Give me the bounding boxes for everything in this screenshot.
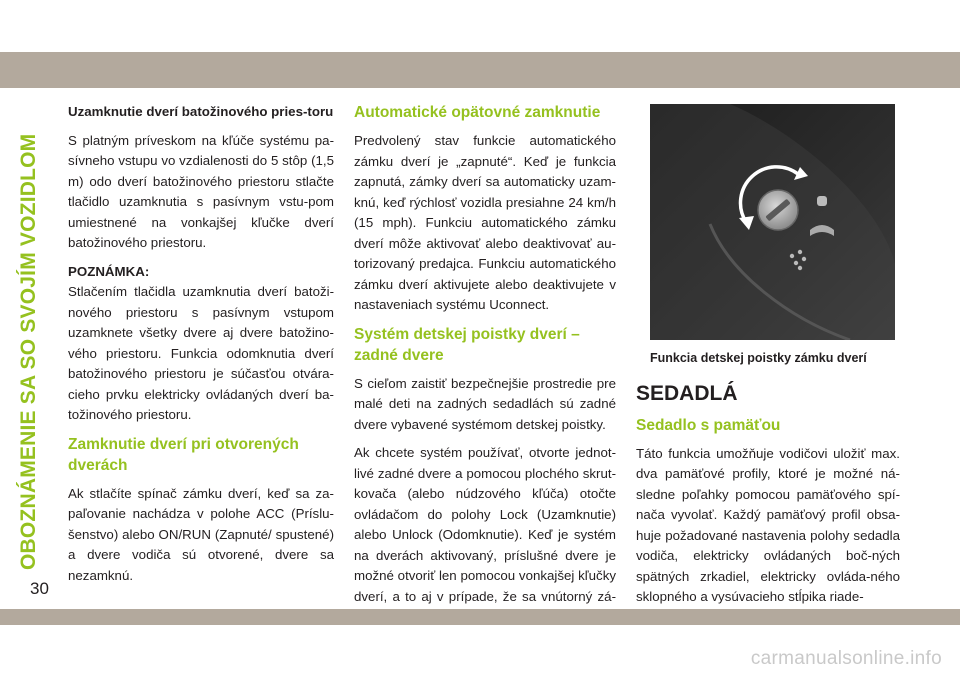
liftgate-lock-subheading: Uzamknutie dverí batožinového pries-toru (68, 104, 334, 119)
liftgate-lock-paragraph: S platným príveskom na kľúče systému pa-sívneho vstupu vo vzdialenosti do 5 stôp (1,5 m) odo dverí batožinového priestoru stlačte tlačidlo uzamknutia s pasívnym vstu-pom umiestnené na vonkajšej kľučke dverí batožinového priestoru. (68, 132, 334, 250)
page-number: 30 (30, 579, 49, 598)
auto-relock-heading: Automatické opätovné zamknutie (354, 104, 601, 121)
memory-seat-paragraph: Táto funkcia umožňuje vodičovi uložiť max. dva pamäťové profily, ktoré je možné ná-sledne poľahky pomocou pamäťového spí-nača vyvolať. Každý pamäťový profil obsa-huje požadované nastavenia polohy sedadla vodiča, elektricky ovládaných boč-ných spätných zrkadiel, elektricky ovláda-ného sklopného a vysúvacieho stĺpika riade- (636, 445, 900, 604)
watermark: carmanualsonline.info (750, 648, 942, 669)
child-lock-figure (650, 104, 895, 340)
side-chapter-title: OBOZNÁMENIE SA SO SVOJÍM VOZIDLOM (17, 133, 40, 570)
note-text: Stlačením tlačidla uzamknutia dverí batoži-nového priestoru s pasívnym vstupom uzamknete všetky dvere aj dvere batožino-vého priestoru. Funkcia odomknutia dverí batožinového priestoru je súčasťou otvára-cieho prvku elektricky ovládaných dverí ba-tožinového priestoru. (68, 284, 334, 422)
figure-caption: Funkcia detskej poistky zámku dverí (650, 351, 867, 365)
child-lock-paragraph-1: S cieľom zaistiť bezpečnejšie prostredie pre malé deti na zadných sedadlách sú zadné dvere vybavené systémom detskej poistky. (354, 375, 616, 432)
note-block (68, 262, 334, 426)
auto-relock-paragraph: Predvolený stav funkcie automatického zámku dverí je „zapnuté“. Keď je funkcia zapnutá, zámky dverí sa automaticky uzam-knú, keď rýchlosť vozidla presiahne 24 km/h (15 mph). Funkciu automatického zámku dverí môže aktivovať alebo deaktivovať au-torizovaný predajca. Funkciu automatického zámku dverí aktivujete alebo deaktivujete v nastaveniach systému Uconnect. (354, 133, 616, 312)
door-open-lock-heading: Zamknutie dverí pri otvorených dverách (68, 435, 299, 474)
column-2 (354, 102, 616, 636)
door-open-lock-paragraph: Ak stlačíte spínač zámku dverí, keď sa za-paľovanie nachádza v polohe ACC (Príslu-šenstvo) alebo ON/RUN (Zapnuté/ spustené) a dvere vodiča sú otvorené, dvere sa nezamknú. (68, 485, 334, 583)
child-lock-paragraph-2: Ak chcete systém používať, otvorte jednot-livé zadné dvere a pomocou plochého skrut-kovača (alebo núdzového kľúča) otočte ovládačom do polohy Lock (Uzamknutie) alebo Unlock (Odomknutie). Keď je systém na dverách aktivovaný, príslušné dvere je možné otvoriť len pomocou vonkajšej kľučky dverí, a to aj v prípade, že sa vnútorný zá- (354, 445, 616, 604)
footer-band (0, 609, 960, 625)
column-3 (636, 102, 900, 616)
child-lock-heading: Systém detskej poistky dverí – zadné dvere (354, 325, 580, 364)
column-1 (68, 102, 334, 594)
header-band (0, 52, 960, 88)
child-lock-knob-icon (758, 190, 798, 230)
note-label: POZNÁMKA: (68, 263, 150, 279)
memory-seat-heading: Sedadlo s pamäťou (636, 416, 781, 434)
child-lock-photo (650, 104, 895, 340)
section-title-seats: SEDADLÁ (636, 381, 738, 405)
